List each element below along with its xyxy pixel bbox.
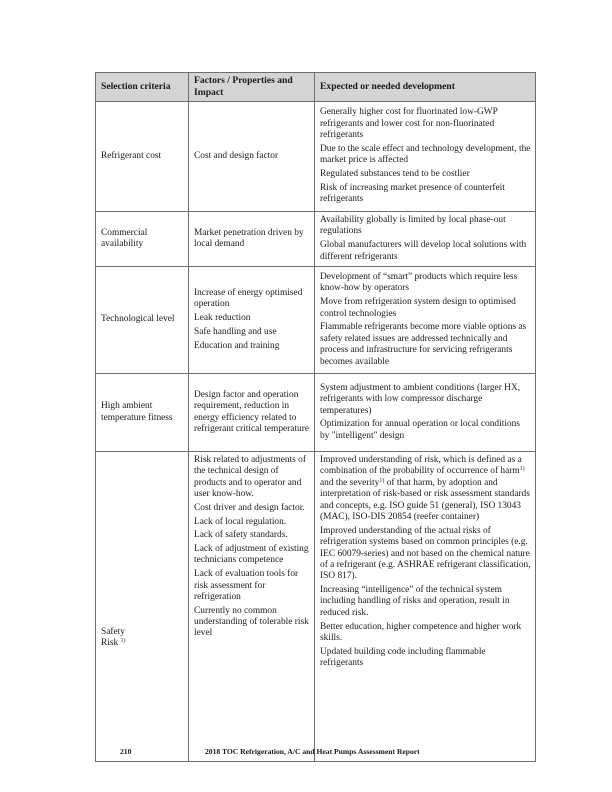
development-item: Updated building code including flammable refrigerants (320, 646, 486, 669)
report-title: 2018 TOC Refrigeration, A/C and Heat Pumps Assessment Report (205, 747, 420, 756)
criteria-cell (96, 452, 189, 762)
table-row (96, 374, 536, 452)
table-row (96, 267, 536, 374)
development-item: Optimization for annual operation or local conditions by "intelligent" design (320, 419, 520, 441)
development-cell (315, 452, 536, 762)
development-item: Improved understanding of the actual risks of refrigeration systems based on common principles (e.g. IEC 60079-series) and not based on the chemical nature of a refrigerant (e.g. ASHRAE refrigerant classification, ISO 817). (320, 525, 531, 582)
criteria-cell: Commercial availability (96, 212, 189, 267)
factor-item: Leak reduction (194, 313, 251, 324)
factor-item: Cost driver and design factor. (194, 502, 305, 513)
factor-item: Lack of safety standards. (194, 530, 288, 541)
development-item: Increasing “intelligence” of the technical system including handling of risks and operation, result in reduced risk. (320, 585, 510, 618)
criteria-cell: High ambient temperature fitness (96, 374, 189, 452)
factors-cell (189, 102, 315, 212)
page-number: 210 (120, 747, 132, 756)
footnote-marker: 1) (120, 638, 126, 644)
factors-cell (189, 452, 315, 762)
development-cell (315, 267, 536, 374)
development-item: Development of “smart” products which require less know-how by operators (320, 272, 518, 294)
factor-item: Lack of adjustment of existing technicians competence (194, 544, 309, 566)
development-item: System adjustment to ambient conditions (larger HX, refrigerants with low compressor discharge temperatures) (320, 382, 521, 416)
development-item: Availability globally is limited by local phase-out regulations (320, 215, 506, 237)
header-factors: Factors / Properties and Impact (189, 73, 315, 102)
development-item (320, 455, 531, 523)
factor-item: Market penetration driven by local demand (194, 227, 304, 249)
development-item: Risk of increasing market presence of counterfeit refrigerants (320, 182, 505, 205)
table-row (96, 212, 536, 267)
development-cell (315, 374, 536, 452)
factor-item: Lack of local regulation. (194, 516, 287, 527)
selection-criteria-table (95, 72, 536, 762)
criteria-cell: Refrigerant cost (96, 102, 189, 212)
table-row (96, 102, 536, 212)
table-header-row (96, 73, 536, 102)
development-item: Move from refrigeration system design to optimised control technologies (320, 297, 516, 319)
development-text: of that harm, by adoption and interpretation of risk-based or risk assessment standards and concepts, e.g. ISO guide 51 (general), ISO 13043 (MAC), ISO-DIS 20854 (reefer container) (320, 477, 530, 523)
criteria-cell: Technological level (96, 267, 189, 374)
factor-item: Education and training (194, 340, 280, 351)
factors-cell (189, 267, 315, 374)
development-text: and the severity (320, 477, 380, 488)
factor-item: Safe handling and use (194, 326, 277, 337)
factor-item: Design factor and operation requirement, reduction in energy efficiency related to refrigerant critical temperature (194, 389, 310, 434)
factor-item: Increase of energy optimised operation (194, 288, 303, 310)
header-expected-development: Expected or needed development (315, 73, 536, 102)
factors-cell (189, 212, 315, 267)
development-item: Generally higher cost for fluorinated low-GWP refrigerants and lower cost for non-fluorinated refrigerants (320, 107, 498, 141)
factor-item: Risk related to adjustments of the technical design of products and to operator and user know-how. (194, 455, 306, 500)
factor-item: Cost and design factor (194, 150, 279, 161)
development-item: Flammable refrigerants become more viable options as safety related issues are addressed technically and process and infrastructure for servicing refrigerants becomes available (320, 322, 527, 367)
development-item: Due to the scale effect and technology development, the market price is affected (320, 143, 531, 166)
criteria-line: Safety (101, 626, 125, 637)
development-item: Better education, higher competence and higher work skills. (320, 621, 522, 643)
header-selection-criteria: Selection criteria (96, 73, 189, 102)
table-row (96, 452, 536, 762)
footnote-marker: 1) (379, 477, 385, 484)
footnote-marker: 1) (519, 466, 525, 473)
factor-item: Currently no common understanding of tolerable risk level (194, 605, 309, 639)
development-cell (315, 102, 536, 212)
development-cell (315, 212, 536, 267)
selection-criteria-table-container (95, 72, 535, 762)
development-item: Regulated substances tend to be costlier (320, 169, 470, 180)
factors-cell (189, 374, 315, 452)
factor-item: Lack of evaluation tools for risk assessment for refrigeration (194, 569, 299, 602)
criteria-line: Risk (101, 638, 119, 648)
development-text: Improved understanding of risk, which is defined as a combination of the probability of occurrence of harm (320, 455, 522, 477)
development-item: Global manufacturers will develop local solutions with different refrigerants (320, 240, 527, 262)
